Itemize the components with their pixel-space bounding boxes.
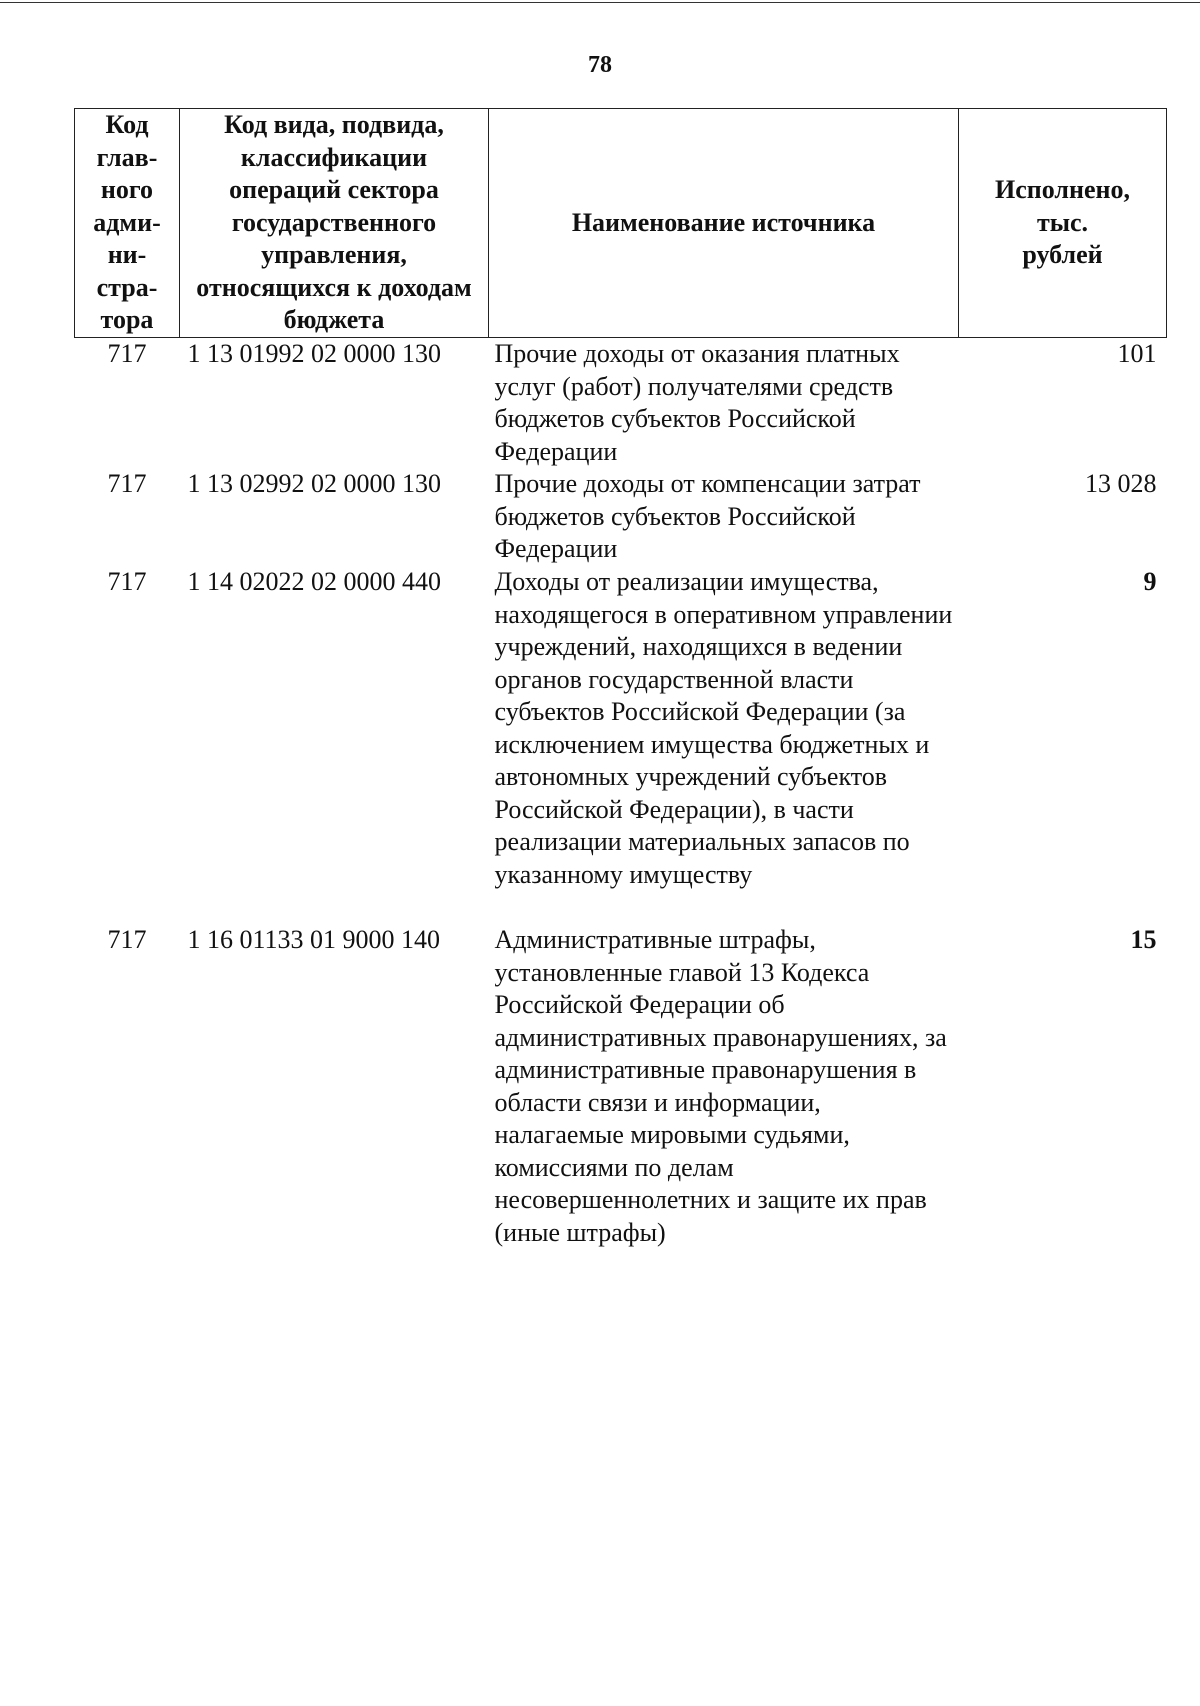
table-row — [75, 924, 1167, 1249]
header-admin-code-line: адми- — [93, 207, 161, 237]
header-executed — [959, 109, 1167, 338]
header-admin-code-line: Код — [105, 110, 149, 140]
table-row — [75, 566, 1167, 924]
table-header-row — [75, 109, 1167, 338]
table-row — [75, 468, 1167, 566]
row-source-name: Прочие доходы от оказания платных услуг (работ) получателями средств бюджетов субъектов Российской Федерации — [494, 339, 900, 466]
header-executed-line: тыс. — [1036, 207, 1089, 237]
row-source-name: Доходы от реализации имущества, находящегося в оперативном управлении учреждений, находящихся в ведении органов государственной власти субъектов Российской Федерации (за исключением имущества бюджетных и автономных учреждений субъектов Российской Федерации), в части реализации материальных запасов по указанному имуществу — [494, 567, 953, 889]
header-admin-code-line: стра- — [96, 272, 158, 302]
row-kind-code: 1 13 01992 02 0000 130 — [187, 339, 441, 368]
header-source-name: Наименование источника — [489, 109, 959, 338]
row-admin-code: 717 — [107, 567, 147, 596]
header-admin-code-line: тора — [100, 305, 154, 335]
header-executed-line: рублей — [1022, 240, 1103, 270]
row-source-name: Административные штрафы, установленные главой 13 Кодекса Российской Федерации об административных правонарушениях, за административные правонарушения в области связи и информации, налагаемые мировыми судьями, комиссиями по делам несовершеннолетних и защите их прав (иные штрафы) — [494, 925, 947, 1247]
row-amount: 9 — [1143, 567, 1157, 596]
header-admin-code-line: ного — [100, 175, 154, 205]
row-kind-code: 1 16 01133 01 9000 140 — [187, 925, 441, 954]
header-admin-code-line: глав- — [96, 142, 158, 172]
row-amount: 101 — [1117, 339, 1157, 368]
row-source-name: Прочие доходы от компенсации затрат бюджетов субъектов Российской Федерации — [494, 469, 921, 563]
header-admin-code — [75, 109, 180, 338]
top-rule — [0, 2, 1200, 3]
header-admin-code-line: ни- — [107, 240, 147, 270]
row-admin-code: 717 — [107, 925, 147, 954]
row-kind-code: 1 13 02992 02 0000 130 — [187, 469, 441, 498]
row-admin-code: 717 — [107, 339, 147, 368]
row-admin-code: 717 — [107, 469, 147, 498]
header-kind-code: Код вида, подвида, классификации операций сектора государственного управления, относящихся к доходам бюджета — [180, 109, 489, 338]
page-number: 78 — [588, 52, 612, 78]
budget-income-table — [74, 108, 1167, 1249]
row-kind-code: 1 14 02022 02 0000 440 — [187, 567, 441, 596]
row-amount: 15 — [1130, 925, 1157, 954]
header-executed-line: Исполнено, — [995, 175, 1130, 205]
row-amount: 13 028 — [1085, 469, 1157, 498]
table-row — [75, 338, 1167, 469]
